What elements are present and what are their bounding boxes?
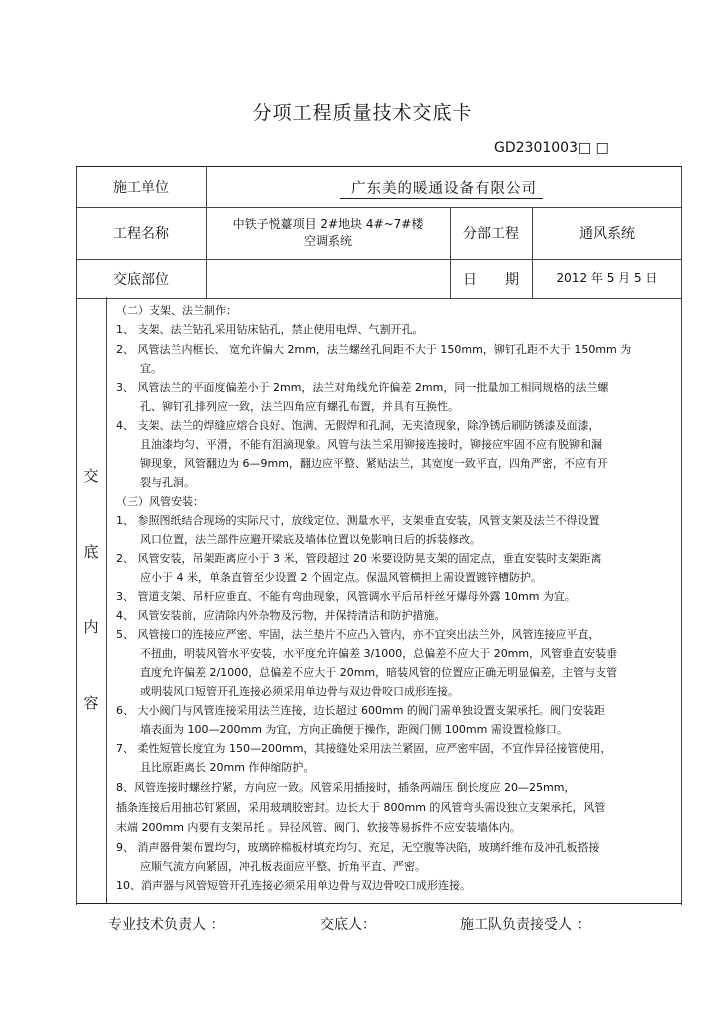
receiver-signature: 施工队负责接受人 ：	[460, 917, 591, 933]
sub-project-label: 分部工程	[463, 226, 519, 242]
content-line: 3、 风管法兰的平面度偏差小于 2mm，法兰对角线允许偏差 2mm，同一批量加工相同规格的法兰螺	[116, 381, 609, 394]
sub-project-value: 通风系统	[579, 226, 635, 242]
content-line: （三）风管安装：	[116, 495, 204, 508]
content-line: 直度允许偏差 2/1000，总偏差不应大于 20mm，暗装风管的位置应正确无明显偏差，主管与支管	[140, 666, 618, 679]
content-line: 1、 参照图纸结合现场的实际尺寸，放线定位、测量水平，支架垂直安装，风管支架及法兰不得设置	[116, 514, 600, 527]
content-line: （二）支架、法兰制作：	[116, 304, 237, 317]
side-column-divider	[106, 297, 107, 903]
content-line: 或明装风口短管开孔连接必须采用单边骨与双边骨咬口成形连接。	[140, 685, 459, 698]
tech-lead-signature: 专业技术负责人 ：	[108, 917, 225, 933]
handover-part-label: 交底部位	[113, 271, 169, 288]
side-label-char: 交	[83, 467, 99, 485]
content-line: 2、 风管法兰内框长、 宽允许偏大 2mm，法兰螺丝孔间距不大于 150mm，铆钉孔距不大于 150mm 为	[116, 343, 632, 356]
project-name-line2: 空调系统	[303, 234, 352, 248]
side-label-char: 容	[83, 694, 99, 712]
content-line: 且比原距离长 20mm 作伸缩防护。	[140, 761, 315, 774]
content-line: 应小于 4 米，单条直管至少设置 2 个固定点。保温风管横担上需设置镀锌槽防护。	[140, 571, 542, 584]
content-line: 10、消声器与风管短管开孔连接必须采用单边骨与双边骨咬口成形连接。	[116, 879, 471, 892]
content-line: 宜。	[140, 362, 162, 375]
content-line: 风口位置，法兰部件应避开梁底及墙体位置以免影响日后的拆装修改。	[140, 533, 481, 546]
construction-unit-value: 广东美的暖通设备有限公司	[351, 180, 537, 197]
construction-unit-label: 施工单位	[113, 180, 169, 196]
date-value: 2012 年 5 月 5 日	[556, 271, 658, 285]
content-line: 应顺气流方向紧固，冲孔板表面应平整、折角平直、严密。	[140, 860, 426, 873]
content-line: 不扭曲，明装风管水平安装，水平度允许偏差 3/1000，总偏差不应大于 20mm，风管垂直安装垂	[140, 647, 618, 660]
content-line: 且油漆均匀、平滑，不能有泪滴现象。风管与法兰采用铆接连接时，铆接应牢固不应有脱铆和漏	[140, 438, 602, 451]
content-line: 8、风管连接时螺丝拧紧，方向应一致。风管采用插接时，插条两端压 倒长度应 20—25mm，	[116, 781, 576, 794]
content-line: 铆现象，风管翻边为 6—9mm，翻边应平整、紧贴法兰，其宽度一致平直，四角严密，不应有开	[140, 457, 608, 470]
content-line: 4、 风管安装前，应清除内外杂物及污物，并保持清洁和防护措施。	[116, 609, 446, 622]
content-line: 孔、铆钉孔排列应一致，法兰四角应有螺孔布置，并具有互换性。	[140, 400, 459, 413]
project-name-value	[206, 207, 450, 259]
content-line: 6、 大小阀门与风管连接采用法兰连接，边长超过 600mm 的阀门需单独设置支架承托。阀门安装距	[116, 704, 605, 717]
side-label-char: 底	[83, 543, 99, 561]
content-line: 墙表面为 100—200mm 为宜，方向正确便于操作，距阀门侧 100mm 需设置检修口。	[140, 723, 568, 736]
content-line: 末端 200mm 内要有支架吊托 。异径风管、阀门、软接等易拆件不应安装墙体内。	[116, 821, 521, 834]
content-line: 2、 风管安装，吊架距离应小于 3 米，管段超过 20 米要设防晃支架的固定点，垂直安装时支架距离	[116, 552, 602, 565]
content-line: 7、 柔性短管长度宜为 150—200mm，其接缝处采用法兰紧固，应严密牢固，不宜作异径接管使用，	[116, 742, 612, 755]
content-line: 5、 风管接口的连接应严密、牢固，法兰垫片不应凸入管内，亦不宜突出法兰外，风管连接应平直，	[116, 628, 600, 641]
page-title: 分项工程质量技术交底卡	[252, 102, 473, 124]
content-line: 插条连接后用抽芯钉紧固，采用玻璃胶密封。边长大于 800mm 的风管弯头需设独立支架承托，风管	[116, 801, 606, 814]
project-name-line1: 中铁子悦薹项目 2#地块 4#~7#楼	[232, 217, 424, 231]
side-label-char: 内	[83, 618, 99, 636]
content-line: 9、 消声器骨架布置均匀，玻璃碎棉板材填充均匀、充足，无空腹等决陷，玻璃纤维布及冲孔板搭接	[116, 841, 600, 854]
project-name-label: 工程名称	[113, 226, 169, 242]
content-line: 裂与孔洞。	[140, 476, 195, 489]
row-divider	[76, 298, 682, 299]
handover-person-signature: 交底人：	[320, 917, 376, 933]
date-label: 日 期	[463, 271, 519, 288]
content-line: 4、 支架、法兰的焊缝应熔合良好、饱满、无假焊和孔洞，无夹渣现象，除净锈后刷防锈漆及面漆，	[116, 419, 600, 432]
content-line: 1、 支架、法兰钻孔采用钻床钻孔，禁止使用电焊、气割开孔。	[116, 323, 424, 336]
company-underline	[340, 198, 543, 199]
document-number: GD2301003□ □	[494, 140, 609, 156]
handover-part-value	[206, 259, 450, 298]
content-line: 3、 管道支架、吊杆应垂直、不能有弯曲现象，风管调水平后吊杆丝牙爆母外露 10mm 为宜。	[116, 590, 576, 603]
